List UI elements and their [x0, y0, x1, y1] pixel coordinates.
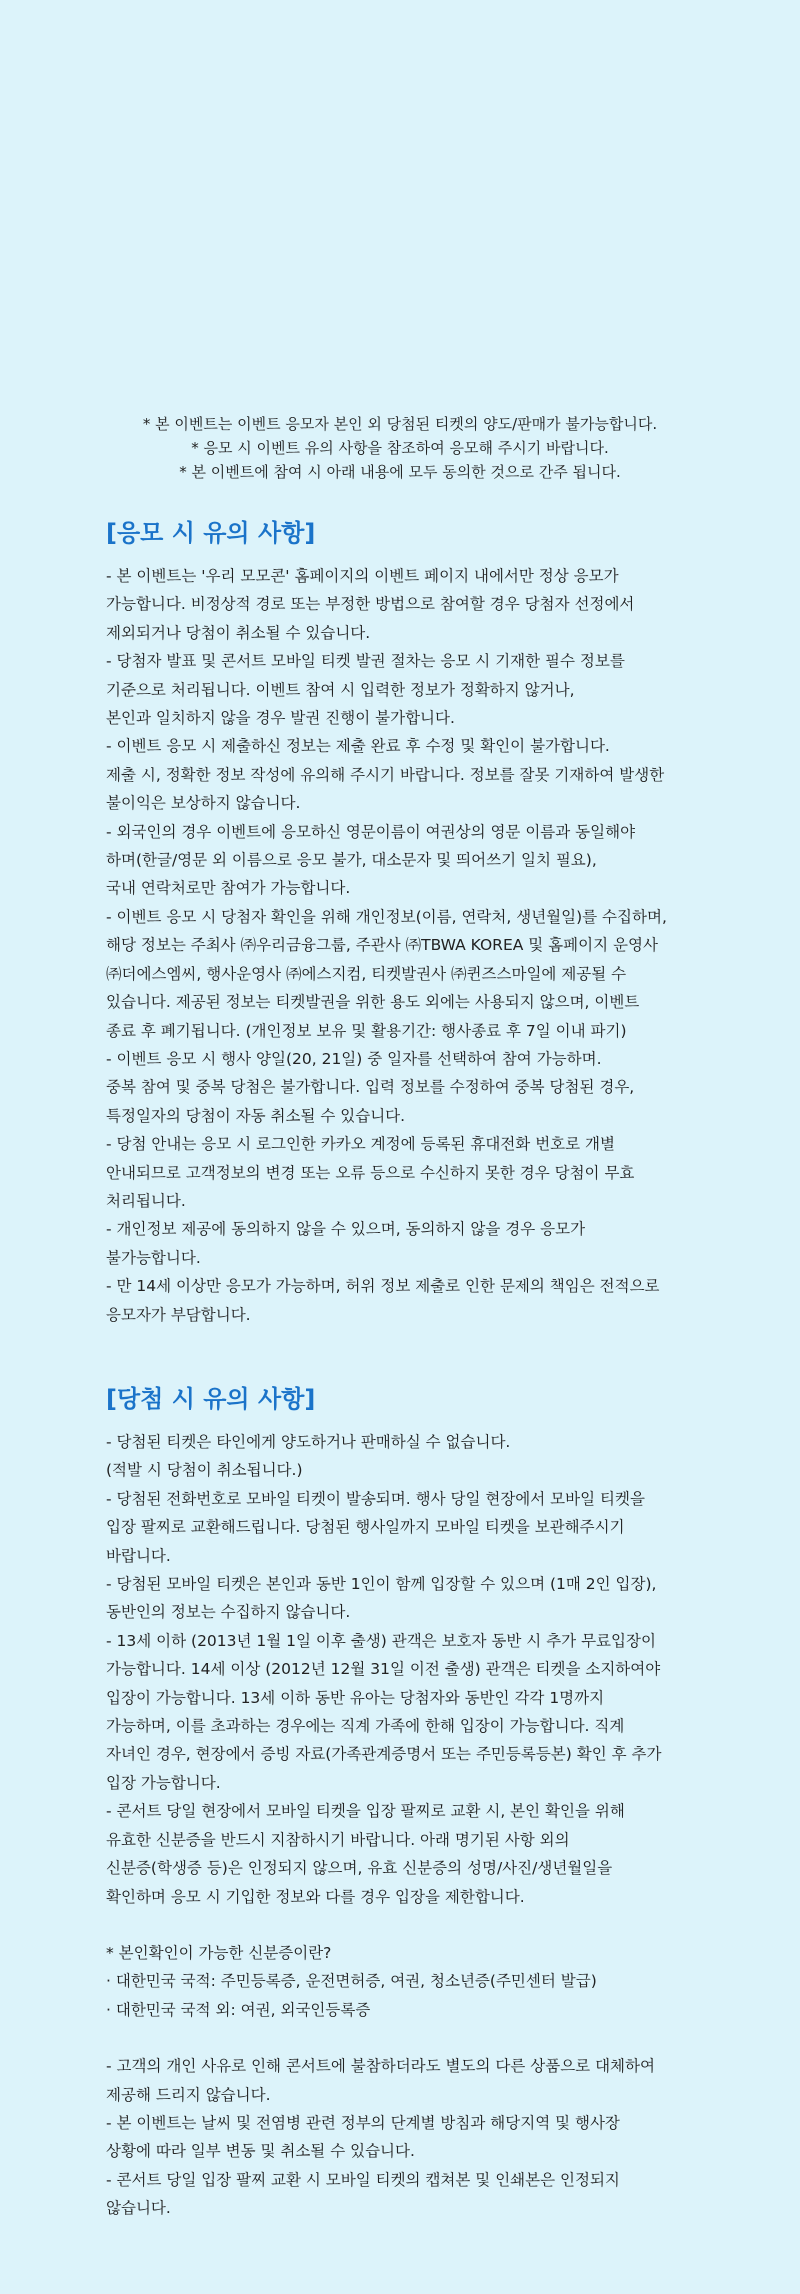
winner-note-line: - 본 이벤트는 날씨 및 전염병 관련 정부의 단계별 방침과 해당지역 및 행사장: [106, 2113, 620, 2132]
spacer: [106, 2024, 706, 2052]
entry-note-line: 제출 시, 정확한 정보 작성에 유의해 주시기 바랍니다. 정보를 잘못 기재하여 발생한: [106, 765, 665, 784]
entry-notes-title: [응모 시 유의 사항]: [106, 519, 316, 547]
winner-note-line: - 콘서트 당일 입장 팔찌 교환 시 모바일 티켓의 캡쳐본 및 인쇄본은 인정되지: [106, 2170, 620, 2189]
entry-note-line: 종료 후 폐기됩니다. (개인정보 보유 및 활용기간: 행사종료 후 7일 이내 파기): [106, 1021, 627, 1040]
entry-note-line: 제외되거나 당첨이 취소될 수 있습니다.: [106, 623, 371, 642]
winner-note-line: 동반인의 정보는 수집하지 않습니다.: [106, 1603, 351, 1622]
entry-note-line: 국내 연락처로만 참여가 가능합니다.: [106, 879, 351, 898]
entry-note-line: - 이벤트 응모 시 당첨자 확인을 위해 개인정보(이름, 연락처, 생년월일)를 수집하며,: [106, 907, 667, 926]
winner-note-line: 않습니다.: [106, 2199, 171, 2218]
winner-note-line: 입장 가능합니다.: [106, 1773, 221, 1792]
notice-line: * 응모 시 이벤트 유의 사항을 참조하여 응모해 주시기 바랍니다.: [191, 439, 609, 457]
notice-line: * 본 이벤트에 참여 시 아래 내용에 모두 동의한 것으로 간주 됩니다.: [179, 463, 621, 481]
entry-note-line: - 외국인의 경우 이벤트에 응모하신 영문이름이 여권상의 영문 이름과 동일해야: [106, 822, 636, 841]
entry-note-line: 불이익은 보상하지 않습니다.: [106, 794, 301, 813]
id-list-item: · 대한민국 국적 외: 여권, 외국인등록증: [106, 2000, 371, 2019]
entry-note-line: ㈜더에스엠씨, 행사운영사 ㈜에스지컴, 티켓발권사 ㈜퀸즈스마일에 제공될 수: [106, 964, 627, 983]
entry-note-line: - 당첨 안내는 응모 시 로그인한 카카오 계정에 등록된 휴대전화 번호로 개별: [106, 1135, 615, 1154]
winner-note-line: - 당첨된 모바일 티켓은 본인과 동반 1인이 함께 입장할 수 있으며 (1매 2인 입장),: [106, 1575, 657, 1594]
entry-note-line: - 이벤트 응모 시 행사 양일(20, 21일) 중 일자를 선택하여 참여 가능하며.: [106, 1049, 602, 1068]
entry-note-line: 본인과 일치하지 않을 경우 발권 진행이 불가합니다.: [106, 709, 455, 728]
winner-note-line: - 당첨된 티켓은 타인에게 양도하거나 판매하실 수 없습니다.: [106, 1433, 511, 1451]
entry-notes-section: [106, 516, 706, 1329]
winner-note-line: 유효한 신분증을 반드시 지참하시기 바랍니다. 아래 명기된 사항 외의: [106, 1830, 570, 1849]
entry-note-line: - 개인정보 제공에 동의하지 않을 수 있으며, 동의하지 않을 경우 응모가: [106, 1220, 586, 1239]
spacer: [106, 1911, 706, 1939]
entry-note-line: 처리됩니다.: [106, 1191, 186, 1210]
entry-note-line: 안내되므로 고객정보의 변경 또는 오류 등으로 수신하지 못한 경우 당첨이 무효: [106, 1163, 635, 1182]
winner-note-line: - 13세 이하 (2013년 1월 1일 이후 출생) 관객은 보호자 동반 시 추가 무료입장이: [106, 1631, 656, 1650]
id-question-line: * 본인확인이 가능한 신분증이란?: [106, 1943, 332, 1962]
winner-notes-body: [106, 1428, 706, 2223]
notice-line: * 본 이벤트는 이벤트 응모자 본인 외 당첨된 티켓의 양도/판매가 불가능합니다.: [142, 415, 658, 433]
entry-note-line: 기준으로 처리됩니다. 이벤트 참여 시 입력한 정보가 정확하지 않거나,: [106, 680, 575, 699]
winner-note-line: 입장 팔찌로 교환해드립니다. 당첨된 행사일까지 모바일 티켓을 보관해주시기: [106, 1518, 625, 1537]
entry-note-line: - 본 이벤트는 '우리 모모콘' 홈페이지의 이벤트 페이지 내에서만 정상 응모가: [106, 567, 619, 585]
winner-note-line: (적발 시 당첨이 취소됩니다.): [106, 1461, 303, 1480]
entry-note-line: 하며(한글/영문 외 이름으로 응모 불가, 대소문자 및 띄어쓰기 일치 필요),: [106, 851, 597, 870]
winner-note-line: 신분증(학생증 등)은 인정되지 않으며, 유효 신분증의 성명/사진/생년월일을: [106, 1859, 613, 1878]
winner-note-line: 가능합니다. 14세 이상 (2012년 12월 31일 이전 출생) 관객은 티켓을 소지하여야: [106, 1660, 661, 1679]
entry-note-line: - 이벤트 응모 시 제출하신 정보는 제출 완료 후 수정 및 확인이 불가합니다.: [106, 737, 610, 756]
entry-note-line: 가능합니다. 비정상적 경로 또는 부정한 방법으로 참여할 경우 당첨자 선정에서: [106, 595, 635, 614]
winner-notes-title: [당첨 시 유의 사항]: [106, 1385, 316, 1413]
notice-block: [0, 412, 800, 484]
entry-note-line: - 당첨자 발표 및 콘서트 모바일 티켓 발권 절차는 응모 시 기재한 필수 정보를: [106, 652, 625, 671]
entry-notes-body: [106, 562, 706, 1329]
entry-note-line: 있습니다. 제공된 정보는 티켓발권을 위한 용도 외에는 사용되지 않으며, 이벤트: [106, 993, 640, 1012]
entry-note-line: 특정일자의 당첨이 자동 취소될 수 있습니다.: [106, 1106, 406, 1125]
winner-note-line: - 콘서트 당일 현장에서 모바일 티켓을 입장 팔찌로 교환 시, 본인 확인을 위해: [106, 1802, 625, 1821]
winner-note-line: - 당첨된 전화번호로 모바일 티켓이 발송되며. 행사 당일 현장에서 모바일 티켓을: [106, 1489, 645, 1508]
winner-note-line: 가능하며, 이를 초과하는 경우에는 직계 가족에 한해 입장이 가능합니다. 직계: [106, 1717, 625, 1736]
id-list-item: · 대한민국 국적: 주민등록증, 운전면허증, 여권, 청소년증(주민센터 발급): [106, 1972, 597, 1991]
entry-note-line: 해당 정보는 주최사 ㈜우리금융그룹, 주관사 ㈜TBWA KOREA 및 홈페이지 운영사: [106, 936, 658, 955]
winner-note-line: 상황에 따라 일부 변동 및 취소될 수 있습니다.: [106, 2142, 415, 2161]
winner-note-line: 제공해 드리지 않습니다.: [106, 2085, 271, 2104]
winner-note-line: 바랍니다.: [106, 1546, 171, 1565]
winner-notes-section: [106, 1382, 706, 2223]
entry-note-line: 응모자가 부담합니다.: [106, 1305, 251, 1324]
winner-note-line: 입장이 가능합니다. 13세 이하 동반 유아는 당첨자와 동반인 각각 1명까지: [106, 1688, 605, 1707]
entry-note-line: 중복 참여 및 중복 당첨은 불가합니다. 입력 정보를 수정하여 중복 당첨된 경우,: [106, 1078, 635, 1097]
winner-note-line: - 고객의 개인 사유로 인해 콘서트에 불참하더라도 별도의 다른 상품으로 대체하여: [106, 2057, 655, 2076]
winner-note-line: 자녀인 경우, 현장에서 증빙 자료(가족관계증명서 또는 주민등록등본) 확인 후 추가: [106, 1745, 662, 1764]
entry-note-line: - 만 14세 이상만 응모가 가능하며, 허위 정보 제출로 인한 문제의 책임은 전적으로: [106, 1277, 660, 1296]
winner-note-line: 확인하며 응모 시 기입한 정보와 다를 경우 입장을 제한합니다.: [106, 1887, 525, 1906]
entry-note-line: 불가능합니다.: [106, 1248, 201, 1267]
